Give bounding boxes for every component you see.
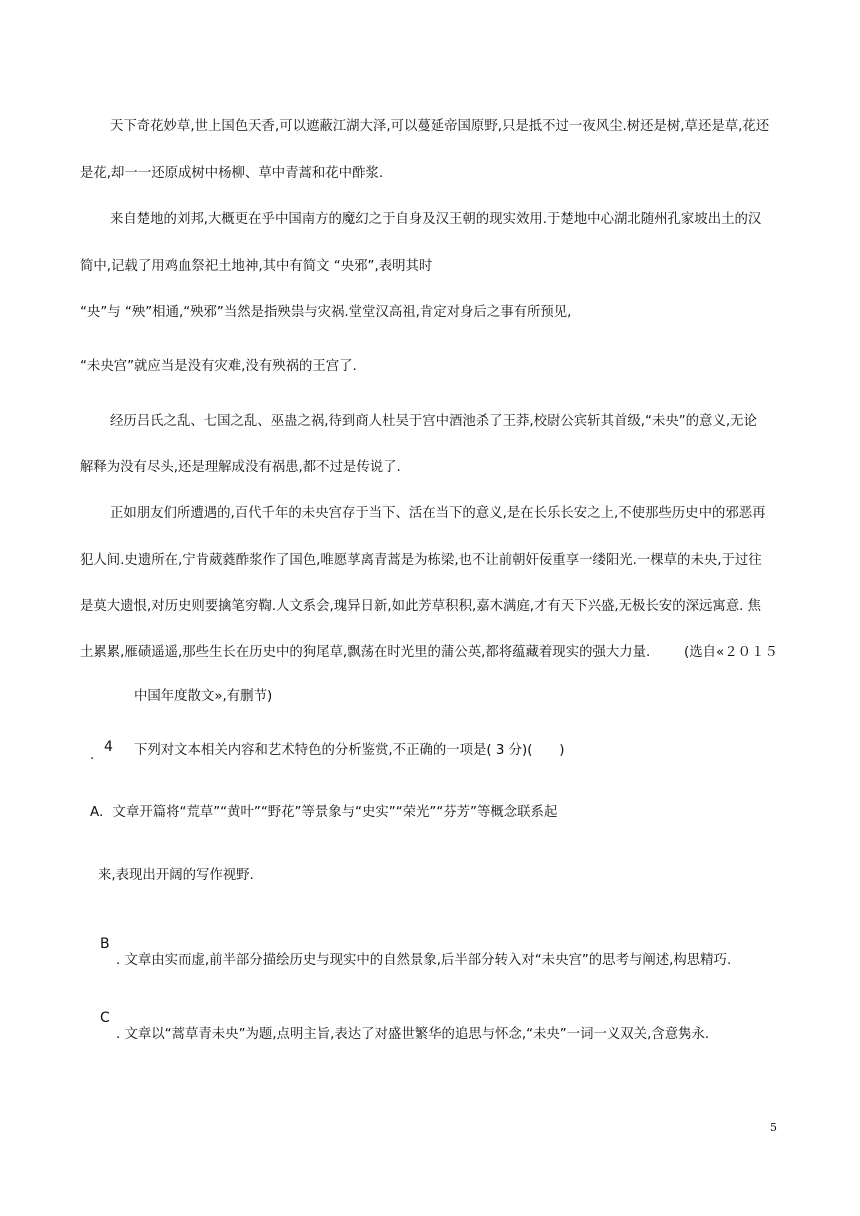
option-b-text: . 文章由实而虚,前半部分描绘历史与现实中的自然景象,后半部分转入对“未央宫”的思考与阐述,构思精巧. bbox=[116, 953, 732, 968]
paragraph-1-line-2: 是花,却一一还原成树中杨柳、草中青蒿和花中酢浆. bbox=[80, 166, 384, 181]
paragraph-4-line-2: 犯人间.史遗所在,宁肯葳蕤酢浆作了国色,唯愿莩离青蒿是为栋梁,也不让前朝奸佞重享一缕阳光.一棵草的未央,于过往 bbox=[80, 553, 762, 568]
paragraph-2-line-1: 来自楚地的刘邦,大概更在乎中国南方的魔幻之于自身及汉王朝的现实效用.于楚地中心湖北随州孔家坡出土的汉 bbox=[110, 212, 762, 227]
source-citation-continued: 中国年度散文»,有删节) bbox=[134, 689, 273, 704]
paragraph-2-line-2: 简中,记载了用鸡血祭祀土地神,其中有简文 “央邪”,表明其时 bbox=[80, 259, 433, 274]
paragraph-4-line-1: 正如朋友们所遭遇的,百代千年的未央宫存于当下、活在当下的意义,是在长乐长安之上,不使那些历史中的邪恶再 bbox=[110, 506, 766, 521]
option-b-letter: B bbox=[100, 936, 110, 952]
paragraph-2-line-4: “未央宫”就应当是没有灾难,没有殃祸的王宫了. bbox=[80, 359, 357, 374]
paragraph-2-line-3: “央”与 “殃”相通,“殃邪”当然是指殃祟与灾祸.堂堂汉高祖,肯定对身后之事有所预见, bbox=[80, 305, 572, 320]
option-a-line-2: 来,表现出开阔的写作视野. bbox=[98, 868, 254, 883]
paragraph-3-line-2: 解释为没有尽头,还是理解成没有祸患,都不过是传说了. bbox=[80, 460, 401, 475]
option-a-line-1: A．文章开篇将“荒草”“黄叶”“野花”等景象与“史实”“荣光”“芬芳”等概念联系起 bbox=[90, 805, 558, 820]
paragraph-4-line-3: 是莫大遗恨,对历史则要擒笔穷鞫.人文系会,瑰异日新,如此芳草积积,嘉木满庭,才有天下兴盛,无极长安的深远寓意. 焦 bbox=[80, 599, 762, 614]
paragraph-4-line-4: 土累累,雁碛遥遥,那些生长在历史中的狗尾草,飘荡在时光里的蒲公英,都将蕴藏着现实的强大力量. bbox=[80, 645, 651, 660]
question-number: 4 bbox=[104, 739, 113, 755]
option-c-letter: C bbox=[100, 1010, 110, 1026]
question-stem: 下列对文本相关内容和艺术特色的分析鉴赏,不正确的一项是( 3 分)( ) bbox=[134, 743, 565, 758]
paragraph-1-line-1: 天下奇花妙草,世上国色天香,可以遮蔽江湖大泽,可以蔓延帝国原野,只是抵不过一夜风尘.树还是树,草还是草,花还 bbox=[110, 119, 770, 134]
page-number: 5 bbox=[770, 1121, 777, 1134]
option-c-text: . 文章以“蒿草青未央”为题,点明主旨,表达了对盛世繁华的追思与怀念,“未央”一词一义双关,含意隽永. bbox=[116, 1027, 710, 1042]
question-number-dot: . bbox=[90, 748, 95, 763]
source-citation: (选自«２０１５ bbox=[684, 645, 778, 660]
paragraph-3-line-1: 经历吕氏之乱、七国之乱、巫蛊之祸,待到商人杜吴于宫中酒池杀了王莽,校尉公宾斩其首级,“未央”的意义,无论 bbox=[110, 414, 757, 429]
